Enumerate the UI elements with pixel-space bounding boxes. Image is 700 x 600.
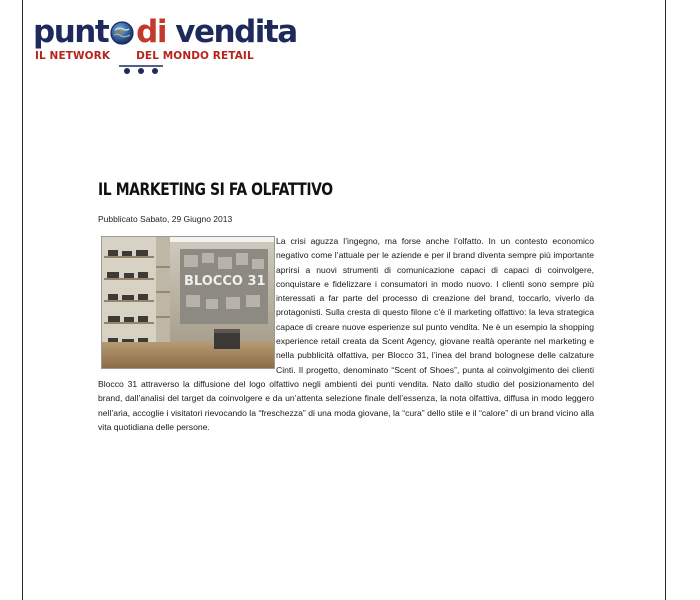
logo-tagline-left: IL NETWORK — [35, 50, 111, 62]
article-body — [98, 234, 594, 434]
logo-word-vendita: vendita — [175, 14, 297, 50]
logo-wordmark — [33, 14, 297, 50]
site-logo[interactable] — [33, 14, 303, 78]
logo-word-punt: punt — [33, 14, 109, 50]
page-border-right — [665, 0, 666, 600]
page-border-left — [22, 0, 23, 600]
logo-word-di: di — [136, 14, 166, 50]
article-body-text: La crisi aguzza l’ingegno, ma forse anche l’olfatto. In un contesto economico negativo come l’attuale per le aziende e per il brand diventa sempre più importante aprirsi a nuovi strumenti di comunicazione capaci di capaci di coinvolgere, conquistare e fidelizzare i consumatori in modo nuovo. I clienti sono sempre più interessati a far parte del processo di creazione del brand, toccarlo, viverlo da protagonisti. Sulla cresta di questo filone c’è il marketing olfattivo: la leva strategica capace di creare nuove esperienze sul punto vendita. Ne è un esempio la shopping experience retail creata da Scent Agency, giovane realtà operante nel marketing e nella pubblicità olfattiva, per Blocco 31, l’inea del brand bolognese delle calzature Cinti. Il progetto, denominato “Scent of Shoes”, punta al coinvolgimento dei clienti Blocco 31 attraverso la diffusione del logo olfattivo negli ambienti dei punti vendita. Nato dallo studio del posizionamento del brand, dall’analisi del target da coinvolgere e da un’attenta selezione finale dell’essenza, la nota olfattiva, diffusa in modo leggero nell’aria, accoglie i visitatori rievocando la “freschezza” di una moda giovane, la “cura” dello stile e il “calore” di un brand vicino alla vita quotidiana delle persone. — [98, 236, 594, 432]
publish-date: Pubblicato Sabato, 29 Giugno 2013 — [98, 214, 233, 224]
globe-cart-icon — [109, 20, 135, 46]
cart-wheels-icon — [113, 64, 173, 76]
store-sign-text: BLOCCO 31 — [184, 274, 266, 289]
logo-tagline-right: DEL MONDO RETAIL — [136, 50, 254, 62]
logo-tagline — [35, 50, 254, 62]
article-title: IL MARKETING SI FA OLFATTIVO — [98, 180, 333, 200]
